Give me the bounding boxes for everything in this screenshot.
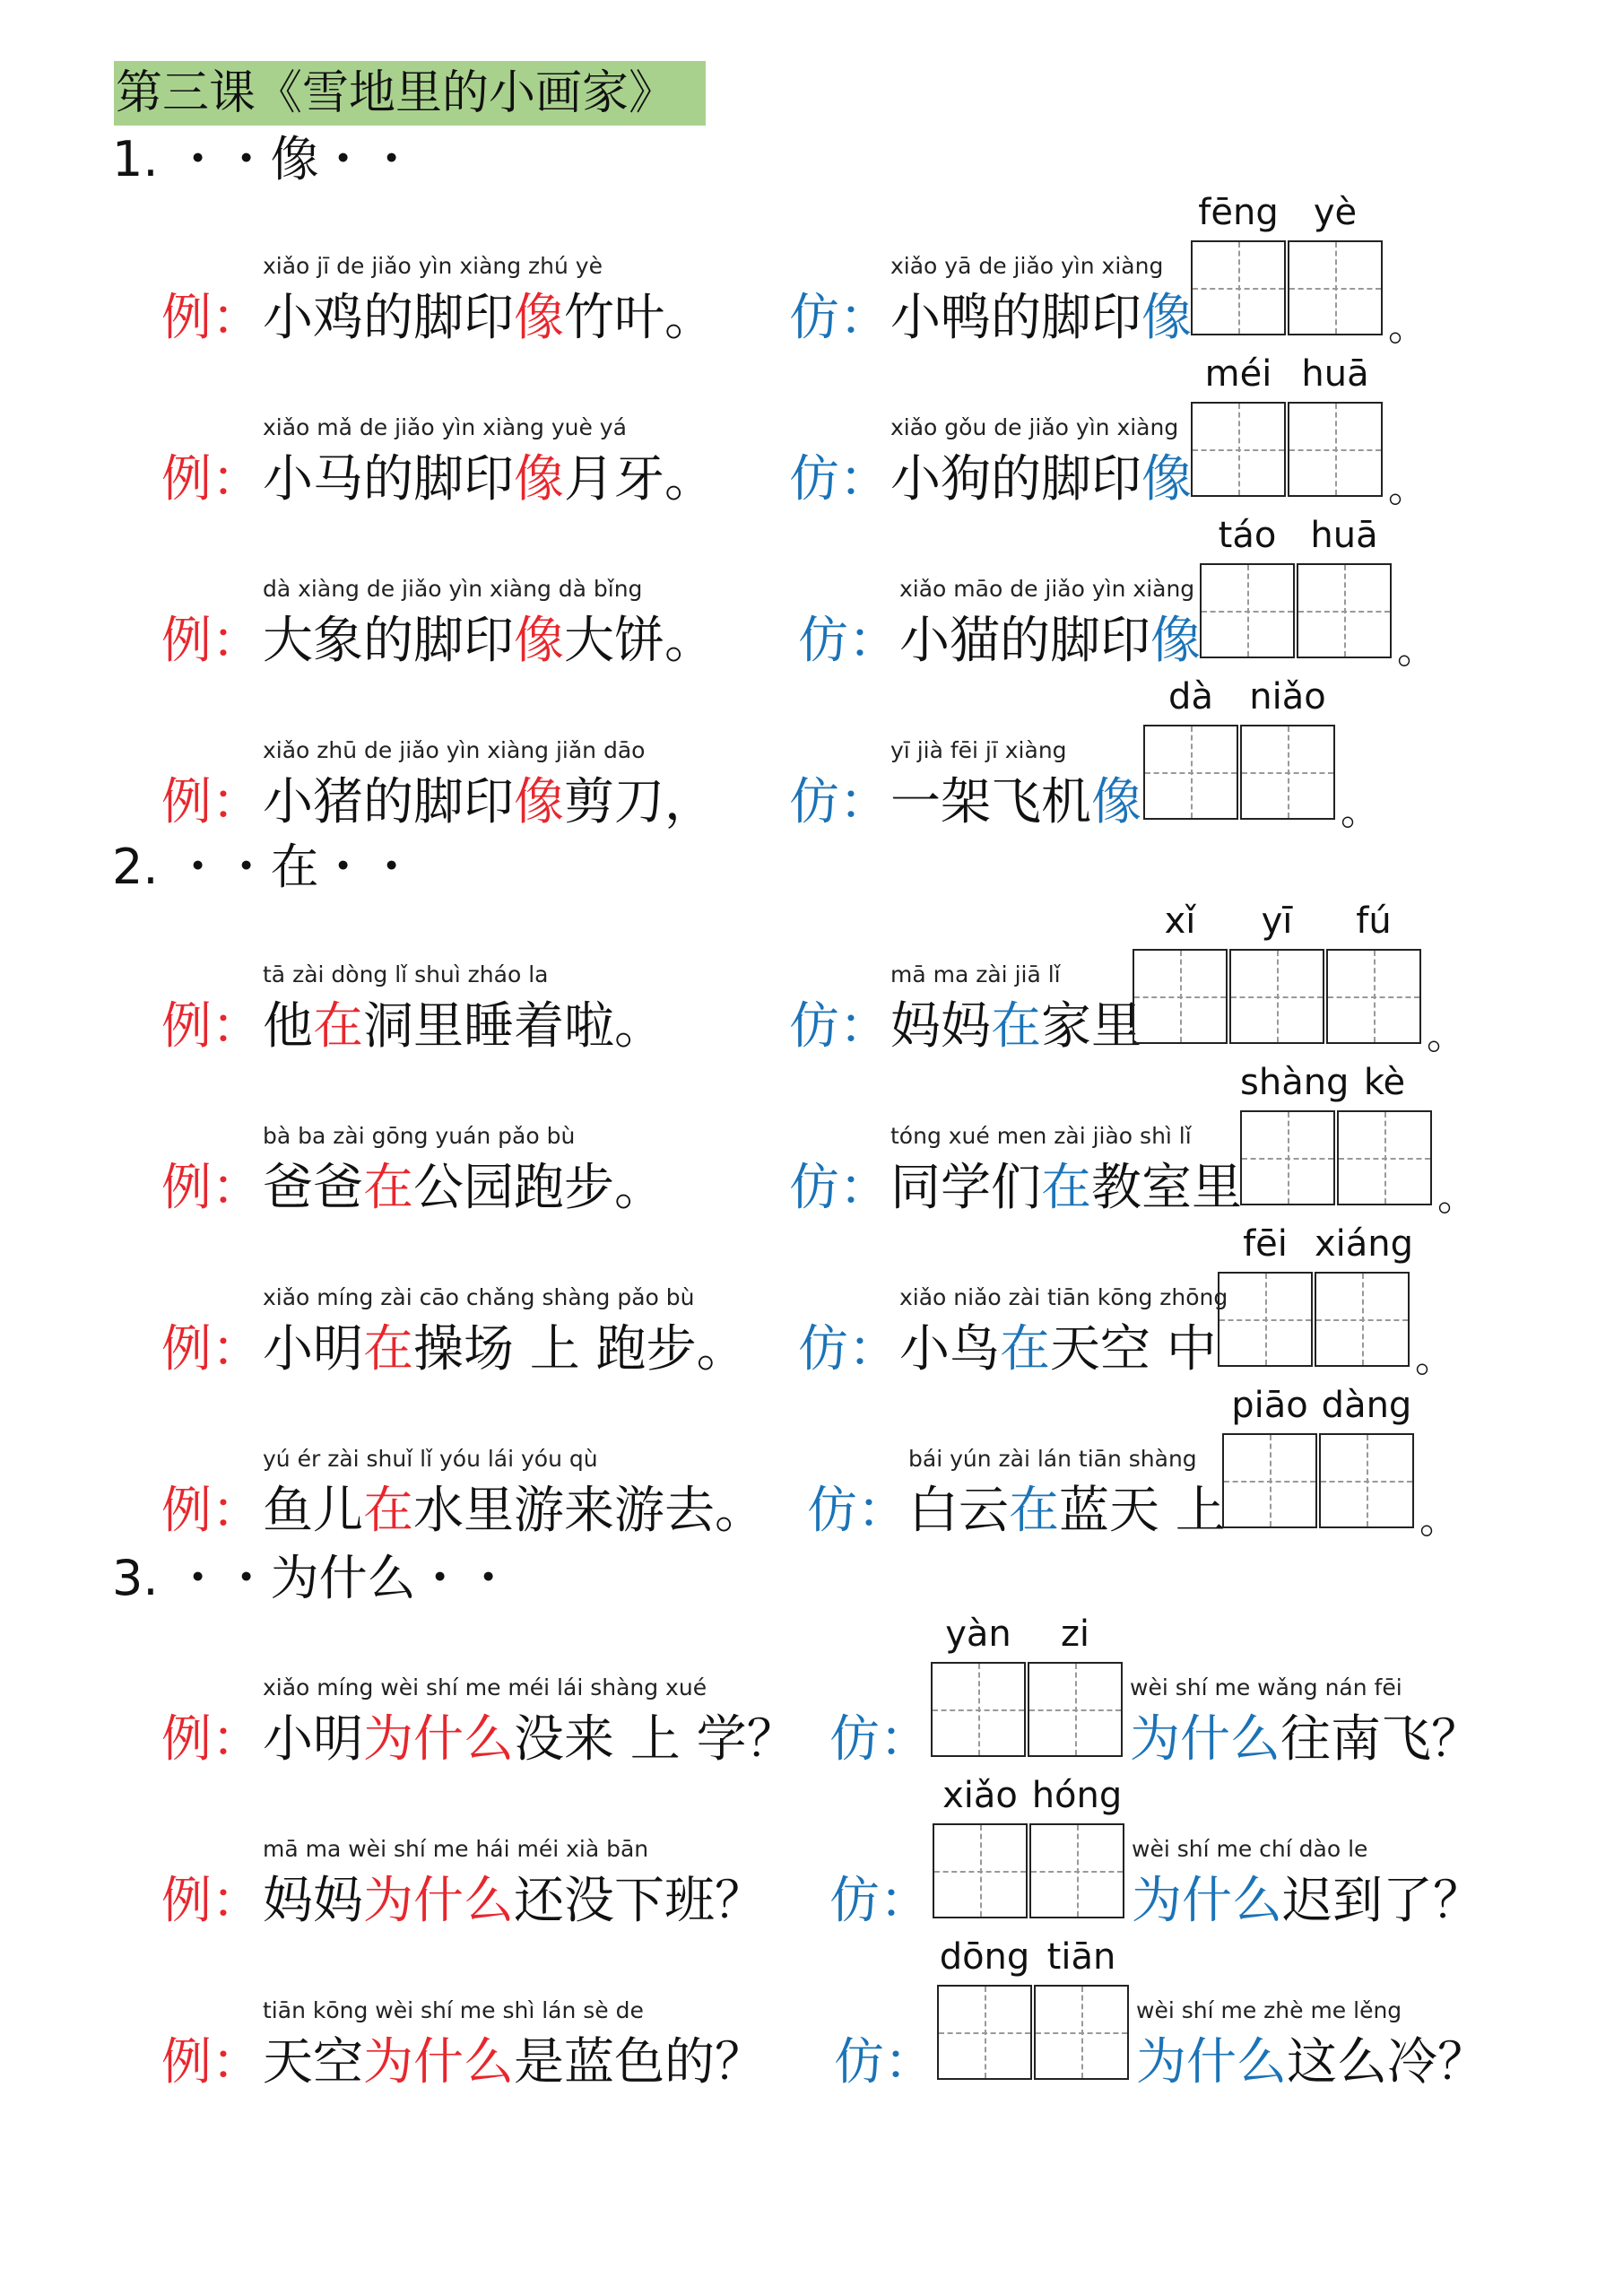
keyword: 像 — [1150, 612, 1201, 670]
exercise-row: 例： dà xiàng de jiǎo yìn xiàng dà bǐng 大象的脚印像大饼。 仿： xiǎo māo de jiǎo yìn xiàng 小猫的脚印像 táo huā 。 — [161, 515, 1436, 673]
keyword: 在 — [363, 1320, 413, 1378]
writing-grid — [1133, 949, 1421, 1044]
keyword: 在 — [1000, 1320, 1050, 1378]
exercise-row: 例： xiǎo jī de jiǎo yìn xiàng zhú yè 小鸡的脚印像竹叶。 仿： xiǎo yā de jiǎo yìn xiàng 小鸭的脚印像 fēng yè 。 — [161, 192, 1428, 350]
exercise-row: 例： mā ma wèi shí me hái méi xià bān 妈妈为什么还没下班？ 仿： xiǎo hóng wèi shí me chí dào le 为什么迟到了？ — [0, 1834, 1623, 1969]
example-label: 例： — [161, 1872, 262, 1930]
example-pinyin: mā ma wèi shí me hái méi xià bān — [263, 1836, 649, 1862]
example-pinyin: bà ba zài gōng yuán pǎo bù — [263, 1123, 576, 1149]
grid-pinyin: dà niǎo — [1168, 676, 1326, 718]
writing-cell[interactable] — [1191, 240, 1286, 335]
example-pinyin: dà xiàng de jiǎo yìn xiàng dà bǐng — [263, 576, 643, 602]
writing-cell[interactable] — [1288, 240, 1383, 335]
example-label: 例： — [161, 997, 262, 1056]
sentence-end: 。 — [1388, 465, 1428, 511]
keyword: 像 — [1141, 450, 1192, 509]
imitate-label: 仿： — [798, 1320, 898, 1378]
imitate-pinyin: wèi shí me chí dào le — [1132, 1836, 1368, 1862]
imitate-label: 仿： — [834, 2033, 934, 2092]
writing-cell[interactable] — [1191, 402, 1286, 497]
example-label: 例： — [161, 1159, 262, 1217]
keyword: 像 — [1091, 773, 1141, 831]
exercise-row: 例： xiǎo mǎ de jiǎo yìn xiàng yuè yá 小马的脚印像月牙。 仿： xiǎo gǒu de jiǎo yìn xiàng 小狗的脚印像 méi huā 。 — [161, 353, 1428, 511]
sentence-end: 。 — [1437, 1174, 1477, 1220]
grid-pinyin: táo huā — [1218, 515, 1378, 556]
exercise-row: 例： yú ér zài shuǐ lǐ yóu lái yóu qù 鱼儿在水里游来游去。 仿： bái yún zài lán tiān shàng 白云在蓝天 上 piāo dàng 。 — [161, 1385, 1459, 1543]
example-pinyin: tā zài dòng lǐ shuì zháo la — [263, 961, 549, 987]
writing-cell[interactable] — [1240, 725, 1335, 820]
grid-pinyin: fēng yè — [1198, 192, 1358, 233]
example-label: 例： — [161, 1320, 262, 1378]
imitate-label: 仿： — [807, 1482, 907, 1540]
keyword: 像 — [514, 450, 564, 509]
imitate-label: 仿： — [789, 997, 890, 1056]
writing-cell[interactable] — [1028, 1662, 1123, 1757]
keyword: 在 — [1041, 1159, 1091, 1217]
imitate-label: 仿： — [829, 1872, 930, 1930]
keyword: 像 — [514, 773, 564, 831]
keyword: 在 — [313, 997, 363, 1056]
writing-cell[interactable] — [1143, 725, 1238, 820]
imitate-pinyin: yī jià fēi jī xiàng — [890, 737, 1067, 763]
example-pinyin: xiǎo jī de jiǎo yìn xiàng zhú yè — [263, 253, 603, 279]
example-pinyin: xiǎo míng zài cāo chǎng shàng pǎo bù — [263, 1284, 695, 1310]
keyword: 为什么 — [363, 2033, 514, 2092]
exercise-row: 例： bà ba zài gōng yuán pǎo bù 爸爸在公园跑步。 仿： tóng xué men zài jiào shì lǐ 同学们在教室里 shàng kè 。 — [161, 1062, 1477, 1220]
writing-grid — [1191, 402, 1383, 497]
writing-grid — [1191, 240, 1383, 335]
example-label: 例： — [161, 450, 262, 509]
writing-grid — [1222, 1433, 1414, 1528]
writing-grid — [1143, 725, 1335, 820]
imitate-pinyin: wèi shí me wǎng nán fēi — [1130, 1674, 1402, 1700]
writing-cell[interactable] — [1229, 949, 1324, 1044]
example-pinyin: xiǎo mǎ de jiǎo yìn xiàng yuè yá — [263, 414, 627, 440]
keyword: 像 — [514, 612, 564, 670]
keyword: 在 — [363, 1159, 413, 1217]
sentence-end: 。 — [1415, 1335, 1454, 1381]
writing-cell[interactable] — [1222, 1433, 1317, 1528]
grid-pinyin: fēi xiáng — [1243, 1223, 1414, 1265]
example-pinyin: tiān kōng wèi shí me shì lán sè de — [263, 1997, 644, 2023]
example-label: 例： — [161, 773, 262, 831]
writing-cell[interactable] — [937, 1985, 1032, 2080]
writing-cell[interactable] — [1326, 949, 1421, 1044]
keyword: 在 — [1009, 1482, 1059, 1540]
imitate-pinyin: wèi shí me zhè me lěng — [1136, 1997, 1402, 2023]
keyword: 在 — [363, 1482, 413, 1540]
section-heading: 2. ・・在・・ — [112, 839, 416, 895]
writing-cell[interactable] — [1315, 1272, 1410, 1367]
writing-cell[interactable] — [1319, 1433, 1414, 1528]
page-title: 第三课《雪地里的小画家》 — [114, 61, 706, 126]
keyword: 为什么 — [363, 1710, 514, 1769]
writing-cell[interactable] — [1288, 402, 1383, 497]
sentence-end: 。 — [1388, 304, 1428, 350]
writing-grid — [933, 1823, 1124, 1918]
writing-cell[interactable] — [931, 1662, 1026, 1757]
imitate-pinyin: xiǎo māo de jiǎo yìn xiàng — [899, 576, 1195, 602]
writing-cell[interactable] — [1218, 1272, 1313, 1367]
imitate-pinyin: bái yún zài lán tiān shàng — [908, 1446, 1197, 1472]
imitate-label: 仿： — [798, 612, 898, 670]
imitate-pinyin: tóng xué men zài jiào shì lǐ — [890, 1123, 1192, 1149]
grid-pinyin: yàn zi — [945, 1613, 1090, 1655]
grid-pinyin: dōng tiān — [939, 1936, 1116, 1978]
imitate-pinyin: xiǎo niǎo zài tiān kōng zhōng — [899, 1284, 1228, 1310]
imitate-pinyin: mā ma zài jiā lǐ — [890, 961, 1061, 987]
section-heading: 1. ・・像・・ — [112, 131, 416, 187]
writing-cell[interactable] — [1029, 1823, 1124, 1918]
writing-grid — [1200, 563, 1392, 658]
imitate-pinyin: xiǎo yā de jiǎo yìn xiàng — [890, 253, 1164, 279]
keyword: 像 — [514, 289, 564, 347]
imitate-label: 仿： — [829, 1710, 930, 1769]
grid-pinyin: shàng kè — [1240, 1062, 1406, 1103]
exercise-row: 例： xiǎo míng zài cāo chǎng shàng pǎo bù 小明在操场 上 跑步。 仿： xiǎo niǎo zài tiān kōng zhōng 小鸟在天空 中 fēi xiáng 。 — [161, 1223, 1454, 1381]
exercise-row: 例： tā zài dòng lǐ shuì zháo la 他在洞里睡着啦。 仿： mā ma zài jiā lǐ 妈妈在家里 xǐ yī fú 。 — [161, 900, 1466, 1058]
writing-cell[interactable] — [1034, 1985, 1129, 2080]
writing-cell[interactable] — [1200, 563, 1295, 658]
writing-grid — [1218, 1272, 1410, 1367]
example-label: 例： — [161, 2033, 262, 2092]
example-label: 例： — [161, 1710, 262, 1769]
keyword: 为什么 — [1136, 2033, 1287, 2092]
example-pinyin: xiǎo zhū de jiǎo yìn xiàng jiǎn dāo — [263, 737, 646, 763]
keyword: 在 — [991, 997, 1041, 1056]
grid-pinyin: méi huā — [1204, 353, 1369, 395]
sentence-end: 。 — [1341, 788, 1380, 834]
imitate-pinyin: xiǎo gǒu de jiǎo yìn xiàng — [890, 414, 1179, 440]
example-pinyin: xiǎo míng wèi shí me méi lái shàng xué — [263, 1674, 707, 1700]
imitate-label: 仿： — [789, 773, 890, 831]
writing-cell[interactable] — [1297, 563, 1392, 658]
imitate-label: 仿： — [789, 289, 890, 347]
writing-grid — [1240, 1110, 1432, 1205]
keyword: 为什么 — [363, 1872, 514, 1930]
example-label: 例： — [161, 612, 262, 670]
keyword: 像 — [1141, 289, 1192, 347]
sentence-end: 。 — [1427, 1013, 1466, 1058]
exercise-row: 例： tiān kōng wèi shí me shì lán sè de 天空为什么是蓝色的？ 仿： dōng tiān wèi shí me zhè me lěng 为什么这么冷？ — [0, 1996, 1623, 2130]
imitate-label: 仿： — [789, 450, 890, 509]
keyword: 为什么 — [1130, 1710, 1280, 1769]
exercise-row: 例： xiǎo míng wèi shí me méi lái shàng xué 小明为什么没来 上 学？ 仿： yàn zi wèi shí me wǎng nán fēi 为什么往南飞？ — [0, 1673, 1623, 1807]
example-pinyin: yú ér zài shuǐ lǐ yóu lái yóu qù — [263, 1446, 598, 1472]
writing-cell[interactable] — [1133, 949, 1228, 1044]
exercise-row: 例： xiǎo zhū de jiǎo yìn xiàng jiǎn dāo 小猪的脚印像剪刀， 仿： yī jià fēi jī xiàng 一架飞机像 dà niǎo 。 — [161, 676, 1380, 834]
example-label: 例： — [161, 289, 262, 347]
writing-grid — [931, 1662, 1123, 1757]
section-heading: 3. ・・为什么・・ — [112, 1550, 513, 1606]
example-label: 例： — [161, 1482, 262, 1540]
grid-pinyin: xǐ yī fú — [1164, 900, 1392, 942]
writing-cell[interactable] — [1240, 1110, 1335, 1205]
imitate-label: 仿： — [789, 1159, 890, 1217]
writing-cell[interactable] — [933, 1823, 1028, 1918]
writing-cell[interactable] — [1337, 1110, 1432, 1205]
keyword: 为什么 — [1132, 1872, 1282, 1930]
sentence-end: 。 — [1419, 1497, 1459, 1543]
writing-grid — [937, 1985, 1129, 2080]
sentence-end: 。 — [1397, 627, 1436, 673]
grid-pinyin: piāo dàng — [1231, 1385, 1412, 1426]
grid-pinyin: xiǎo hóng — [942, 1775, 1123, 1816]
